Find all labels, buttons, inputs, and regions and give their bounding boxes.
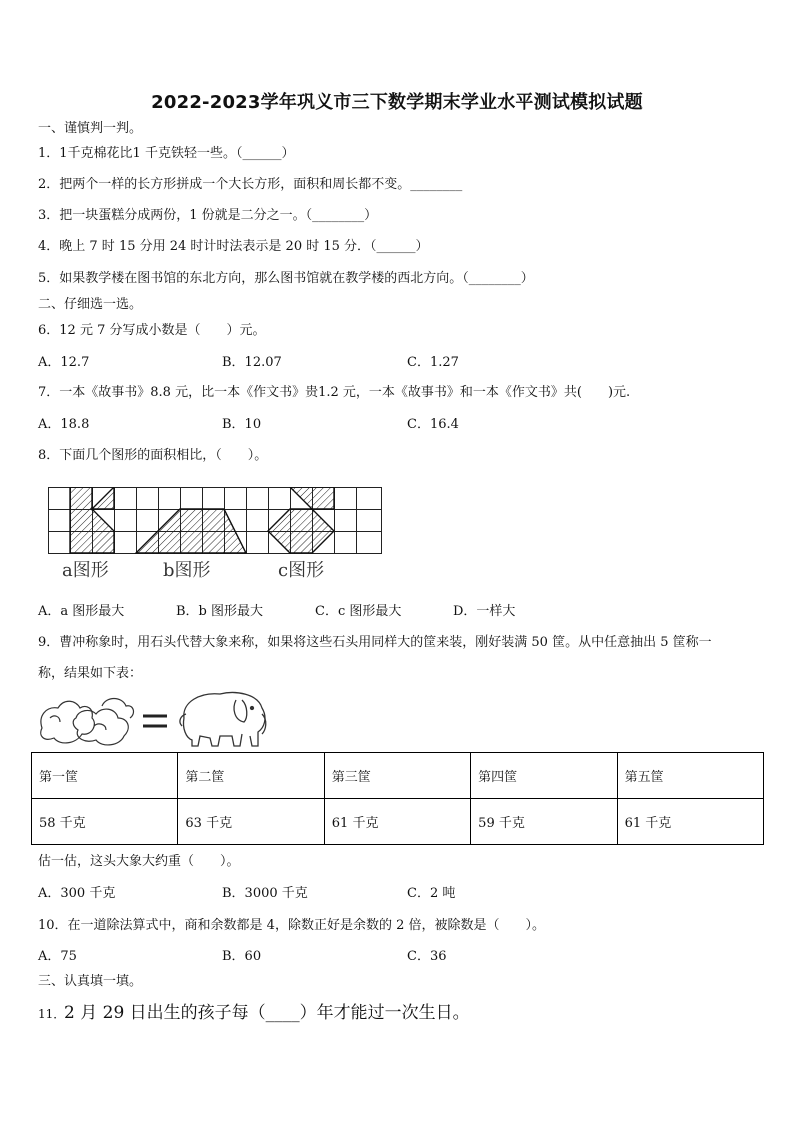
question-9-prompt: 估一估，这头大象大约重（ ）。: [38, 854, 240, 869]
figure-label-b: b图形: [163, 560, 211, 581]
option-b: B．60: [222, 949, 262, 964]
elephant-icon: [180, 693, 266, 746]
stones-icon: [41, 699, 134, 745]
question-9-continued: 称，结果如下表：: [38, 666, 143, 681]
table-header-cell: 第三筐: [324, 753, 470, 799]
figure-label-c: c图形: [278, 560, 325, 581]
question-11: 2 月 29 日出生的孩子每（____）年才能过一次生日。: [64, 1003, 470, 1023]
option-c: C．16.4: [407, 417, 459, 432]
option-b: B．3000 千克: [222, 886, 308, 901]
shape-c: [268, 487, 334, 553]
section-heading-fill: 三、认真填一填。: [38, 974, 143, 989]
option-a: A．12.7: [38, 355, 90, 370]
option-b: B．b 图形最大: [176, 604, 264, 619]
table-cell: 61 千克: [617, 799, 763, 845]
basket-weights-table: [31, 752, 764, 845]
option-c: C．1.27: [407, 355, 459, 370]
table-header-cell: 第四筐: [471, 753, 617, 799]
figure-label-a: a图形: [62, 560, 109, 581]
option-c: C．36: [407, 949, 447, 964]
question-2: 2．把两个一样的长方形拼成一个大长方形，面积和周长都不变。________: [38, 177, 463, 192]
option-a: A．75: [38, 949, 77, 964]
stones-equals-elephant-illustration: [36, 688, 268, 750]
option-b: B．10: [222, 417, 262, 432]
question-6: 6．12 元 7 分写成小数是（ ）元。: [38, 323, 266, 338]
table-row: [32, 799, 764, 845]
option-c: C．2 吨: [407, 886, 456, 901]
question-5: 5．如果教学楼在图书馆的东北方向，那么图书馆就在教学楼的西北方向。（________）: [38, 271, 534, 286]
question-3: 3．把一块蛋糕分成两份，1 份就是二分之一。（________）: [38, 208, 378, 223]
equals-sign: [143, 716, 167, 726]
option-a: A．300 千克: [38, 886, 116, 901]
option-a: A．a 图形最大: [38, 604, 125, 619]
question-4: 4．晚上 7 时 15 分用 24 时计时法表示是 20 时 15 分．（______）: [38, 239, 429, 254]
question-11-number: 11．: [38, 1007, 66, 1021]
table-row: [32, 753, 764, 799]
option-c: C．c 图形最大: [315, 604, 402, 619]
table-cell: 59 千克: [471, 799, 617, 845]
table-cell: 63 千克: [178, 799, 324, 845]
question-1: 1．1千克棉花比1 千克铁轻一些。（______）: [38, 146, 295, 161]
question-10: 10．在一道除法算式中，商和余数都是 4，除数正好是余数的 2 倍，被除数是（ ）。: [38, 918, 545, 933]
section-heading-choose: 二、仔细选一选。: [38, 297, 143, 312]
question-9: 9．曹冲称象时，用石头代替大象来称，如果将这些石头用同样大的筐来装，刚好装满 50 筐。从中任意抽出 5 筐称一: [38, 635, 712, 650]
option-b: B．12.07: [222, 355, 282, 370]
option-d: D．一样大: [453, 604, 516, 619]
table-header-cell: 第五筐: [617, 753, 763, 799]
page-title: 2022-2023学年巩义市三下数学期末学业水平测试模拟试题: [151, 92, 643, 113]
table-header-cell: 第一筐: [32, 753, 178, 799]
table-cell: 58 千克: [32, 799, 178, 845]
table-cell: 61 千克: [324, 799, 470, 845]
shape-a: [70, 487, 114, 553]
question-8: 8．下面几个图形的面积相比，（ ）。: [38, 448, 268, 463]
section-heading-judge: 一、谨慎判一判。: [38, 121, 143, 136]
table-header-cell: 第二筐: [178, 753, 324, 799]
option-a: A．18.8: [38, 417, 90, 432]
question-7: 7．一本《故事书》8.8 元，比一本《作文书》贵1.2 元，一本《故事书》和一本《作文书》共( )元.: [38, 385, 631, 400]
